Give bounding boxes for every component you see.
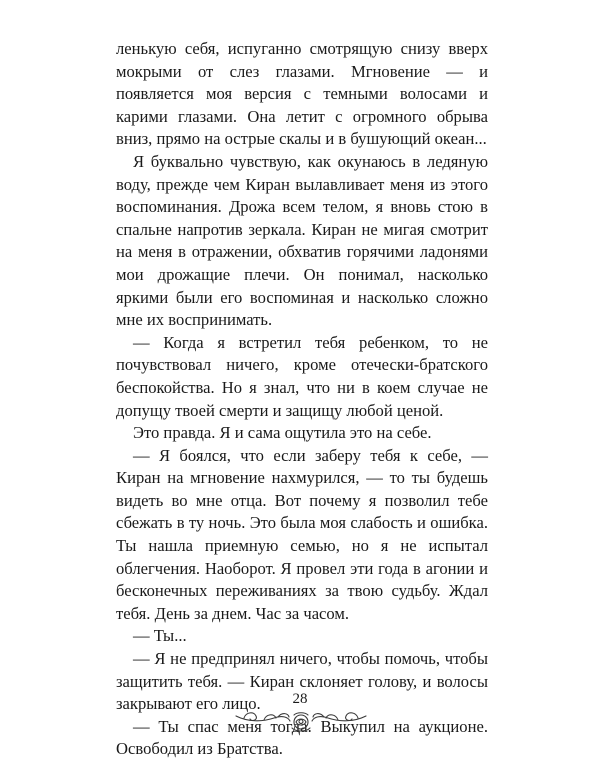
paragraph-4: Это правда. Я и сама ощутила это на себе. <box>133 423 432 443</box>
paragraph-3: — Когда я встретил тебя ребенком, то не почувствовал ничего, кроме отечески-братского беспокойства. Но я знал, что ни в коем случае не допущу твоей смерти и защищу любой ценой. <box>116 332 488 420</box>
paragraph-2: Я буквально чувствую, как окунаюсь в ледяную воду, прежде чем Киран вылавливает меня из этого воспоминания. Дрожа всем телом, я вновь стою в спальне напротив зеркала. Киран не мигая смотрит на меня в отражении, обхватив горячими ладонями мои дрожащие плечи. Он понимал, насколько яркими были его воспоминая и насколько сложно мне их воспринимать. <box>116 151 488 330</box>
page-number: 28 <box>292 691 308 707</box>
floral-flourish-icon <box>234 708 368 734</box>
paragraph-6: — Ты... <box>133 626 187 646</box>
paragraph-8: — Ты спас меня тогда. Выкупил на аукционе. Освободил из Братства. <box>116 716 488 759</box>
page-text <box>116 38 488 761</box>
paragraph-1: ленькую себя, испуганно смотрящую снизу вверх мокрыми от слез глазами. Мгновение — и появляется моя версия с темными волосами и карими глазами. Она летит с огромного обрыва вниз, прямо на острые скалы и в бушующий океан... <box>116 39 488 149</box>
paragraph-7: — Я не предпринял ничего, чтобы помочь, чтобы защитить тебя. — Киран склоняет голову, и волосы закрывают его лицо. <box>116 649 488 714</box>
paragraph-5: — Я боялся, что если заберу тебя к себе, — Киран на мгновение нахмурился, — то ты будешь видеть во мне отца. Вот почему я позволил тебе сбежать в ту ночь. Это была моя слабость и ошибка. Ты нашла приемную семью, но я не испытал облегчения. Наоборот. Я провел эти года в агонии и бесконечных переживаниях за твою судьбу. Ждал тебя. День за днем. Час за часом. <box>116 445 488 623</box>
